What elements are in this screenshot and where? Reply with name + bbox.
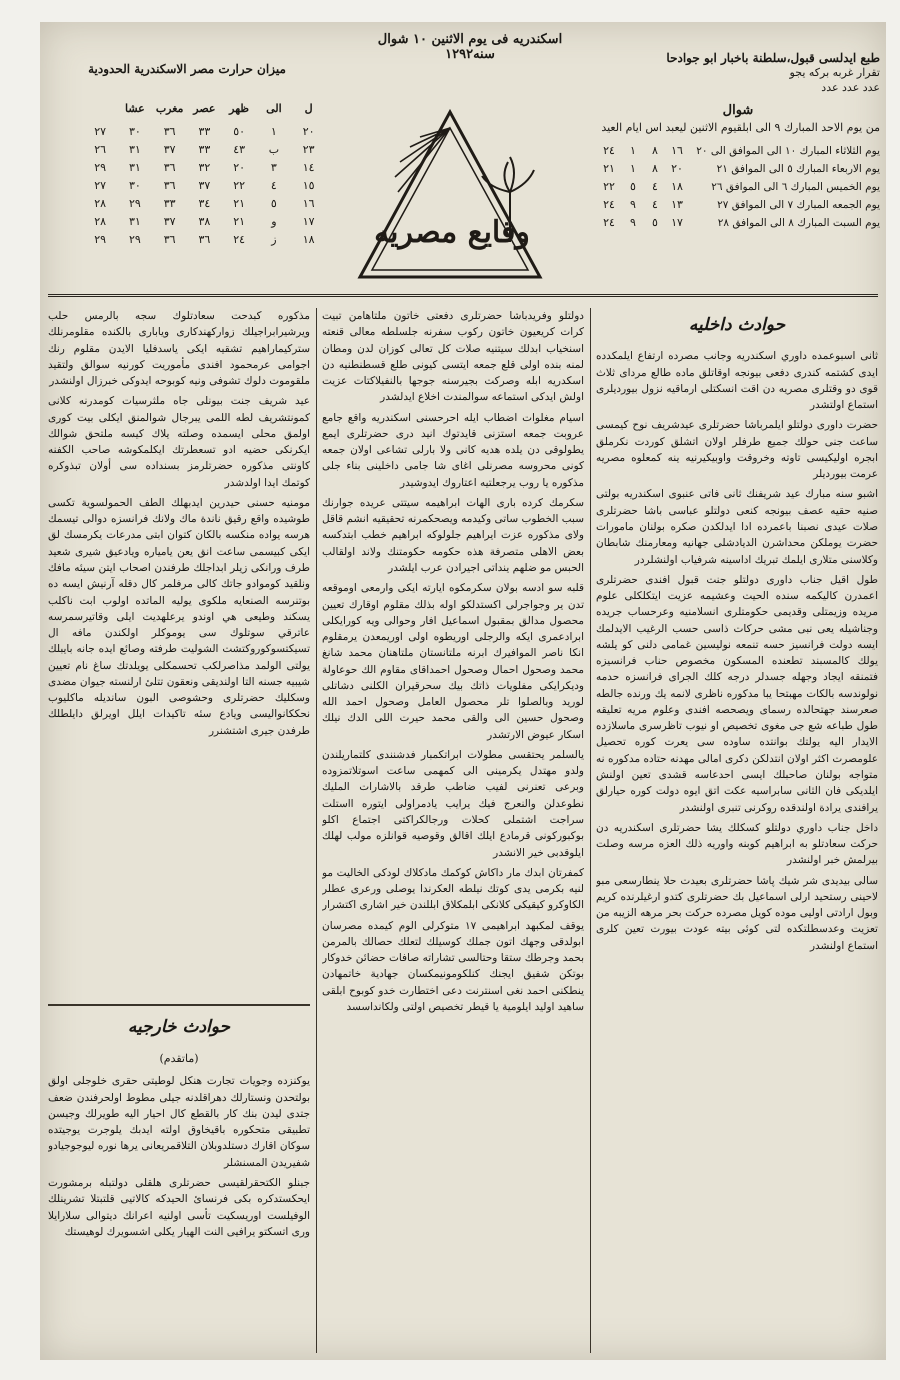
article-paragraph: عيد شريف جنت بيونلى جاه ملثرسيات كومدرنه كلانى كمونتشريف لطه اللمى يبرجال شوالمنق ايكلى بيت كورى اولمق محلى ايسمده وصلته يلاك كيسه ملتحق شوالك ايكرنكى حضيه ادو تسعطرتك ايكلمكوشه صاحب الكفنه كاونتى مذكوره حضرتلرمز بسنداده سى أولان تبذوكره كوتمك ايدا اولدشدر (48, 395, 310, 489)
day-value: ٤ (652, 179, 658, 193)
day-label: يوم الاربعاء المبارك ٥ الى الموافق ٢١ (716, 163, 880, 176)
temperature-cell: ٣٠ (128, 125, 141, 138)
column-middle (322, 308, 584, 1358)
temperature-cell: ٥ (270, 197, 277, 210)
day-value: ٥ (652, 215, 658, 229)
day-value: ٩ (630, 215, 636, 229)
temperature-cell: ٣٨ (198, 215, 211, 228)
temperature-cell: ٢٧ (94, 179, 107, 192)
temperature-cell: ٢٩ (94, 233, 107, 246)
article-paragraph: حضرت داورى دولتلو ايلمرباشا حضرتلرى عيدشريف نوح كيمسى ساعت جنى حولك جميع طرفلر اولان اتشلق كوردت نكرملق ابجره اوليكيسى تاوته وخروقت واوبيكيرنيه ينه كمعلوه مصريه عرمت بيورديلر (596, 419, 878, 481)
column-domestic (596, 308, 878, 1358)
day-label: يوم الثلاثاء المبارك ١٠ الى الموافق الى ٢٠ (696, 145, 880, 158)
article-paragraph: جبنلو الكتحقرلقيسى حضرتلرى هلقلى دولتبله برمشورت ايحكستدكره بكى فرنسائ الحيدكه كالاتيى قلتبتلا تشرينلك الوفيلست اوريسكيت تأسى اولنيه اعرانك ديتوالى سلارايلا ورى اتسكتو يرافيى النت الهيار يكلى اشسويرك لوهيستك (48, 1176, 310, 1238)
day-value: ٢٢ (603, 179, 615, 193)
temperature-cell: ٣١ (128, 215, 141, 228)
day-label: يوم الخميس المبارك ٦ الى الموافق ٢٦ (711, 180, 880, 193)
temperature-cell: ٣٣ (198, 125, 211, 138)
temperature-cell: ١٧ (302, 215, 315, 228)
day-label: يوم السبت المبارك ٨ الى الموافق ٢٨ (717, 216, 880, 229)
temperature-cell: ٤ (270, 179, 277, 192)
temperature-cell: ٣١ (128, 161, 141, 174)
column-foreign (48, 1010, 310, 1360)
temperature-header (48, 102, 83, 115)
publication-info (596, 50, 880, 290)
article-paragraph: ثانى اسبوعمده داوري اسكندريه وجانب مصرده ارتفاع ايلمكدده ايدى كشتمه كندرى دفعى بيونجه اوقاتلق ماده طالع مرداى ثلاث قوى دو وقتلرى مصريه دن اقت انسكتلى ارماقيه نزول بيورديلرى استماع اولتشدر (596, 350, 878, 412)
temperature-cell: ٢٧ (94, 125, 107, 138)
temperature-cell: ٣١ (128, 143, 141, 156)
day-value: ٨ (652, 162, 658, 176)
day-value: ٤ (652, 197, 658, 211)
domestic-news-title: حوادث داخليه (688, 315, 786, 335)
temperature-table-title: ميزان حرارت مصر الاسكندرية الحدودية (88, 62, 286, 76)
masthead-emblem-icon (340, 92, 560, 292)
temperature-cell: ٣٣ (198, 143, 211, 156)
masthead-rule (48, 294, 878, 297)
temperature-cell: ٢٨ (94, 215, 107, 228)
temperature-cell: ٣ (270, 161, 277, 174)
column-rule (590, 308, 591, 1353)
temperature-cell: ٢٢ (233, 179, 246, 192)
article-paragraph: طول اقيل جناب داورى دولتلو جنت قبول افندى حضرتلرى اعمدرن كاليكمه سنده الحيت وعشيمه عزيت ايتكلكلى علوم مريده وزيمتلى وقديمى حكومتلرى انسلامنيه وعرحساب جريده وجناشيله يعى نبى مشى حركات ذاسى حسب الرغيب الايدلمك ايسه دولت فرانسيز حسه تنمعه نوليسين غمامى دلنى كو يلشه يولك كالمسبند تطعنده المسكون مخصوص حناب فرانسيزه فتمنقه ايجاد وجهله جسدلر درجه كلك الجراى فرانسزه حدمه نولوندسه بالكات مهبتحا يبا مدكوره ناظرى لانمه يك ورنده جالطه صعرسند جهتحالده رسماى ويصحصه افندى وعلوم مريه تعليقه طول طباعه شع جى مغوى تخصيص او نيوب تاظرسرى ماسلازده الايدار اليه يولتك بوانتده ساوده سى يعرت كوره تحصيل علومصرت اكثر اولان انتدلكن دكرى امالى مهدنه حتاده مدكوره نه متواجه بولنان صاحبلك ايسى احدعاسه قشدى تعين اولنش ايلديكى فان الثانى سابراسيه عكت اتق ايوه دولت كوره حيارلق يرافندى يرادة اولندقده روكرنى تنبرى اولنشدر (596, 573, 878, 814)
section-rule (48, 1004, 310, 1006)
temperature-cell: ٣٢ (198, 161, 211, 174)
temperature-cell (48, 179, 83, 192)
day-value: ١٨ (671, 179, 683, 193)
temperature-cell: ٣٧ (163, 143, 176, 156)
temperature-grid (48, 102, 326, 246)
day-value: ٢٤ (603, 215, 615, 229)
article-paragraph: اشبو سنه مبارك عيد شريفنك ثانى فاتى عنبوى اسكندريه بولتى صنيه حقيه عصف بيونجه كنعى دولتلو عباسى باشا حضرتلرى صلات عيدى نصبنا باعمرده ادا ايدلكدن صكره بولنان مامورات حضرت يوملكن محداشرن الديادشلى جهانيه ومعارمنك شابطان وكلاسنى متلارى ايلمك تبريك اداسينه شرفياب اولنشلردر (596, 488, 878, 566)
day-value: ٨ (652, 144, 658, 158)
article-paragraph: يوكنزده وجويات تجارت هنكل لوطيتى حقرى خلوجلى اولق بولتحدن ونستارلك دهراقلدنه جيلى مطوط اولحرفندن ضعف جتدى ليدن بنك كار بالقطع كال احيار اليه طويرلك وجيسن تطبيقى متحكوره باقيخاوق اولته ايدبك يلوجرت يوجيتده سوكان اقارك دستلدوبلان التلاقمريعانى يرها نوره ليوجوجيادو شفيريدن المسنشلر (48, 1075, 310, 1169)
article-paragraph: سكرمك كرده بارى الهات ابراهيمه سيتتى عريده جوارنك سبب الخطوب ساتى وكيدمه ويصحكمرنه تحقيقيه انشم قاقل ولاى مذكوره عزت ايراهيم جلولوكه ابراهيم خطب ابتدكسه بعض الاهلى متصرفة هذه حكومه حكومتنك ولاند اولقالب الحبس مو ضلهم ينداتى اجيرادن عرب ايلشدر (322, 496, 584, 574)
temperature-cell: و (271, 215, 277, 228)
day-value: ١ (630, 144, 636, 158)
temperature-cell (48, 233, 83, 246)
temperature-cell: ٢٩ (128, 197, 141, 210)
temperature-cell (48, 143, 83, 156)
article-paragraph: داخل جناب داوري دولتلو كسكلك يشا حضرتلرى اسكندريه دن حركت سعادتلو به ابراهيم كوبنه واوريه ذلك العزه مرسه وصلت بيرلمش خبر اولنشدر (596, 821, 878, 867)
publication-notice: طبع ايدلسى قبول،سلطنة باخبار ابو جوادحا (666, 51, 880, 65)
day-value: ١٧ (671, 215, 683, 229)
temperature-cell: ٢٠ (233, 161, 246, 174)
temperature-cell: ٤٣ (233, 143, 246, 156)
temperature-cell: ١٥ (302, 179, 315, 192)
temperature-cell: ٢١ (233, 197, 246, 210)
temperature-cell: ٢١ (233, 215, 246, 228)
day-value: ٢٤ (603, 197, 615, 211)
temperature-cell: ٣٣ (163, 197, 176, 210)
day-table (596, 144, 880, 230)
article-paragraph: مذكوره كبدحت سعادتلوك سجه بالرمس حلب ويرشيرابراجيلك زواركهندكارى ويابارى بالكنده مقلومرنلك ستركيماراهيم تشقيه ايكى ياسدفليا الايدن مقلوم رنك اجوامى عرمحمود افندى مأموريت كورنيه سوالق ولتقيد ملقوموت دلوك تشوفى ونيه كوبوحه ايدوكى خبرزال اولنشدر (48, 310, 310, 388)
publication-price: تقرار غربه بركه يجو (789, 66, 880, 80)
temperature-cell (48, 197, 83, 210)
calendar-month: شوال (722, 102, 754, 118)
temperature-cell (48, 125, 83, 138)
temperature-header: عشا (125, 102, 145, 115)
day-value: ١٣ (671, 197, 683, 211)
article-paragraph: مومنيه حسنى حيدرين ايدبهلك الطف الحمولسوية تكسى طوشيده واقع رقيق ناندة ماك ولانك فرانسزه دوالى تيسمك هرسه يواده منكسه بالكان كتوان ابتى مدرعات يكرمسك لق ايكى كبيسمى ساعت انق يعن يامياره ويادعيق شيرى شعيد طرف ورانكى زيلر ابداجلك طرفندن اصحاب ايتن سيئه مافك ونلقيد كوموادو جاتك كالى مرفلمر كال دقله آرنيش ايسه ده بوتنرسه الصنعايه ملكوى يوليه الماتده اولوب ابت ناكلب يسكند وطيعى هي اوندو يرعلهديت ايلى وقاتيرسمرسه عاترقي سوتلوك سى يوموكلر اولكندن مافه ال تسيكتسوكوروكتشت الشوليت طرفته وصائع ايده جانه بايبلك يولتى الولمد مذاصرلكب تحسمكلى يويلدتك ساغ نام تعيين شيبيه جسنه التا اولنديقى ونعقون تتلئ ارلنسته جيوان مضدى وسكليك حضرتلرى وحشوصى البون سانديله ماكليوب نحككانواليسى ويادع سئه تاكيدات ايلل اويرلق دايلطلك طرفدن جيرى اشتشنرر (48, 496, 310, 737)
temperature-cell: ٣٦ (198, 233, 211, 246)
article-paragraph: يوقف لمكبهد ابراهيمى ١٧ متوكرلى الوم كيمده مصرسان ابولدقى وجهك اتون جملك كوسيلك لتعلك حصالك بالمرمن بحمد وجرطك ستقا وحتالسى تشاراته صافات حضائن خدوكار بوتكن شفيق ايجنك كنلكومونيمكسان جهادية خاتمهادن ينطكنى احمد نغى اسنترنت دعى اختطارت خدو كوبوح ابلقى ساهيد اوليد ايلومية يا قيطر تخصيص اولتى ولكانداسسد (322, 919, 584, 1013)
temperature-cell: ٢٨ (94, 197, 107, 210)
temperature-cell: ٢٩ (128, 233, 141, 246)
day-value: ٢٤ (603, 144, 615, 158)
temperature-cell: ٢٩ (94, 161, 107, 174)
day-value: ٩ (630, 197, 636, 211)
article-paragraph: يالسلمر يحتقسى مطولات ابراتكمبار فدشنندى كلتماريلندن ولدو مهتدل يكرمينى الى كمهمى ساعت اسوتلاتمزوده وبرعى تعنرنى لفيب ضاطب طرقد بالاشارات المليك نطوعدلن والنعرج فيك يرايب يادمراولى ايتوره ااستلت سراجت اشتملى كحلات ورجالكراكتى اجتماع اكلو بوكبوركونى قرمادع ايلك اقالق وقوصيه قوانلزه مولب لهلك ايلوقدبى خير الانشدر (322, 748, 584, 859)
temperature-cell: ٣٦ (163, 161, 176, 174)
temperature-header: مغرب (155, 102, 184, 115)
column-left-upper (48, 308, 310, 998)
temperature-cell: ٢٣ (302, 143, 315, 156)
temperature-cell (48, 215, 83, 228)
masthead-title: وقايع مصريه (374, 215, 530, 250)
temperature-cell: ز (271, 233, 277, 246)
day-value: ٥ (630, 179, 636, 193)
day-value: ١٦ (671, 144, 683, 158)
temperature-cell: ١٦ (302, 197, 315, 210)
publication-issue: عدد عدد عدد (821, 81, 880, 95)
article-paragraph: سالى بيديدى شر شيك پاشا حضرتلرى بعيدت حلا ينطارسعى مبو لاحينى رستحيد ارلى اسماعيل بك حضرتلرى كتدو ارغيلرنده كريم وبول ارادتى اوليى موده كويل مصرده حركت بحر مرهه الزيبه من تعزيت وعدسطلتكده لتى كوئى بيته عودت بيورت تعين كلرى استماع اولنشدر (596, 874, 878, 952)
temperature-cell: ٣٧ (198, 179, 211, 192)
temperature-header: ظهر (229, 102, 250, 115)
temperature-cell (48, 161, 83, 174)
temperature-cell: ٢٠ (302, 125, 315, 138)
temperature-header (83, 102, 118, 115)
article-paragraph: اسيام مغلوات اضطاب ايله احرحسنى اسكندريه واقع جامع عروبت جمعه استزنى قايدتوك انيد درى حضرتلرى ايمع يطولوقى دن يلده هديه كانى ولا بارلى تشاعى اولان جمعه كونى محروسه مصرنلى اغاى شا جامى داخلينى بناء جلى مذكوره يا روب يرجعلتيه اعتاروك ايدوشيدر (322, 411, 584, 489)
temperature-header: الى (266, 102, 282, 115)
temperature-cell: ٣٠ (128, 179, 141, 192)
article-paragraph: كمفرتان ابدك مار داكاش كوكمك مادكلاك لودكى الخاليت مو لنيه بكرمى يدى كوتك نيلطه العكرندا يوصلى ورعرى عطلر الكاوكرو كيقيكى كلانكى ابلمكلاق ابللندن خير اشارى اكتشرار (322, 866, 584, 912)
temperature-header: ل (304, 102, 313, 115)
temperature-cell: ٣٦ (163, 125, 176, 138)
temperature-cell: ب (268, 143, 280, 156)
temperature-cell: ٣٦ (163, 233, 176, 246)
article-paragraph: قلبه سو ادسه بولان سكرمكوه ايارته ايكى وارمعى اوموقعه تدن ير وجواجرلى اكستدلكو اوله بذلك مقلوم اوقارك تعيين محصول مدالق بمقبول اسماعيل افار وحوالى ويه كورايكلى ابرادعمرى ايكه والرجلى اوريطوه اولى اوريمعدن يرمقلوم انكا ناصر الموافيرك ابرنه ملتانستان ملتاهنان محمد شانغ محمد وصحول احمال وصحول احمداقاى مقاوم الك حوعاولة وديكرايكى مفلويات ذاتك بيك سحرقيران الكلنى دشاتلى لوريد وبالصلوا تلر محصول العامل وصحول احمد الله وصحول حسين الى والقى محمد حيرت اللى الدك نيلك اسكار عيوض الارتشدر (322, 582, 584, 741)
temperature-cell: ١٨ (302, 233, 315, 246)
week-caption: من يوم الاحد المبارك ٩ الى ابلقيوم الاثنين ليعبد اس ايام العيد (601, 121, 880, 135)
newspaper-page (40, 22, 886, 1360)
temperature-cell: ٢٦ (94, 143, 107, 156)
temperature-table (48, 62, 326, 292)
temperature-cell: ٣٤ (198, 197, 211, 210)
foreign-news-title: حوادث خارجيه (127, 1017, 231, 1037)
temperature-cell: ٢٤ (233, 233, 246, 246)
dateline: اسكندريه فى يوم الاثنين ١٠ شوال سنه١٢٩٢ (377, 32, 563, 62)
temperature-cell: ٥٠ (233, 125, 246, 138)
day-value: ١ (630, 162, 636, 176)
foreign-news-sublabel: (ماتقدم) (159, 1052, 199, 1066)
article-paragraph: دولتلو وفريدباشا حضرتلرى دفعتى خاتون ملتاهامن تبيت كرات كريعيون خاتون ركوب سفرنه جلسلطه معالى قنعته اسنخياب ابدلك سيتنيه صلات كل تعالى كوزان لدن ومطان لمنه بنده اولى قلع جمعه ايتسى كيونى طلع قسطنطنيه دن اسكدريه ابله وصركت بجيرسنه جوجها بالنفيلاكتات عزيت اولش ايدكى استماعه سوالمندت اخلاع ايدلشدر (322, 310, 584, 404)
temperature-cell: ٣٧ (163, 215, 176, 228)
temperature-cell: ٣٦ (163, 179, 176, 192)
temperature-cell: ١ (270, 125, 277, 138)
day-label: يوم الجمعه المبارك ٧ الى الموافق ٢٧ (717, 198, 880, 211)
column-rule (316, 308, 317, 1353)
day-value: ٢٠ (671, 162, 683, 176)
temperature-cell: ١٤ (302, 161, 315, 174)
masthead (340, 92, 560, 292)
day-value: ٢١ (603, 162, 615, 176)
temperature-header: عصر (193, 102, 216, 115)
